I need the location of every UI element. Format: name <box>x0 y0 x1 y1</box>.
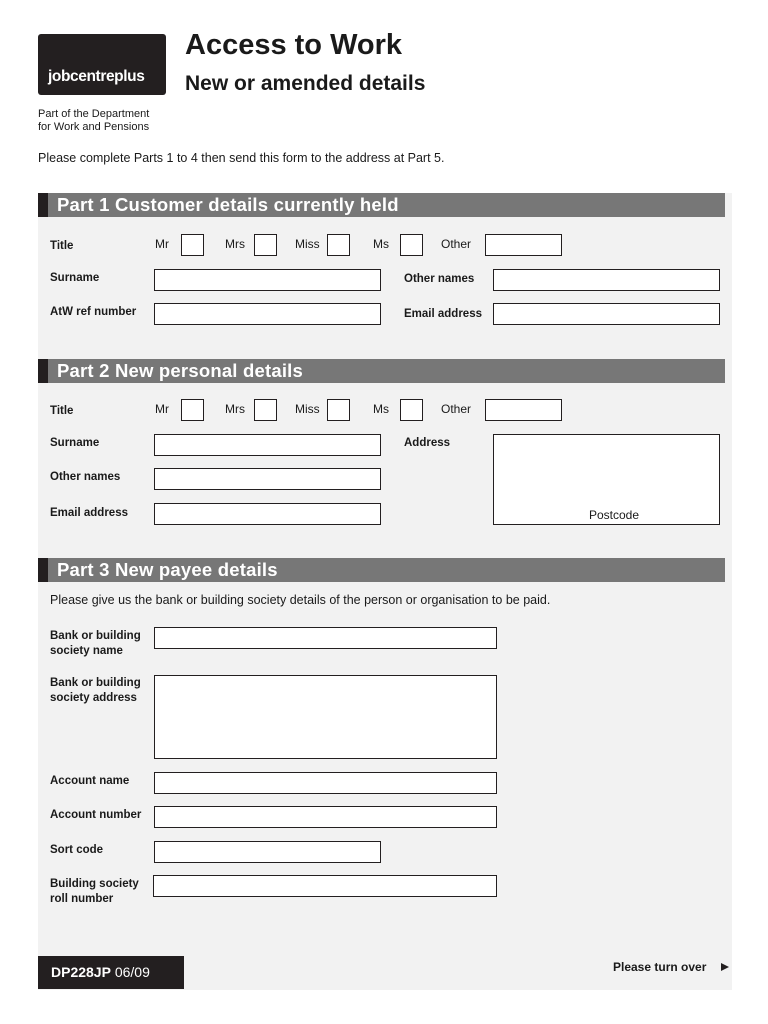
logo-text: jobcentreplus <box>48 68 145 85</box>
part1-surname-field[interactable] <box>154 269 381 291</box>
part2-title-miss-label: Miss <box>295 402 320 416</box>
part3-roll-number-label <box>50 877 139 907</box>
part2-title-other-label: Other <box>441 402 472 416</box>
part2-title-mr-label: Mr <box>155 402 169 416</box>
page-subtitle: New or amended details <box>185 72 426 95</box>
part1-title-mr-label: Mr <box>155 237 169 251</box>
part3-roll-number-label-line2: roll number <box>50 893 114 905</box>
form-code-id: DP228JP <box>51 964 111 980</box>
part3-sort-code-label: Sort code <box>50 844 104 856</box>
part1-title-mrs-label: Mrs <box>225 237 245 251</box>
page-title: Access to Work <box>185 29 403 61</box>
part3-header <box>38 558 725 582</box>
part2-title-other-field[interactable] <box>485 399 562 421</box>
part1-heading: Part 1 Customer details currently held <box>57 194 399 215</box>
part3-bank-name-label-line2: society name <box>50 645 123 657</box>
part3-header-bar <box>38 558 48 582</box>
part2-title-mrs-checkbox[interactable] <box>254 399 277 421</box>
part2-header-bar <box>38 359 48 383</box>
turn-over-text: Please turn over <box>613 960 707 974</box>
part3-bank-name-label-line1: Bank or building <box>50 630 141 642</box>
part2-postcode-label: Postcode <box>589 508 640 522</box>
part1-surname-label: Surname <box>50 272 100 284</box>
part1-title-label: Title <box>50 240 74 252</box>
part3-bank-address-label <box>50 676 141 706</box>
part3-roll-number-label-line1: Building society <box>50 878 139 890</box>
part2-heading: Part 2 New personal details <box>57 360 303 381</box>
department-line-1: Part of the Department <box>38 108 150 120</box>
part1-other-names-label: Other names <box>404 273 475 285</box>
part1-title-other-label: Other <box>441 237 472 251</box>
part1-title-miss-checkbox[interactable] <box>327 234 350 256</box>
part2-email-field[interactable] <box>154 503 381 525</box>
part2-title-mrs-label: Mrs <box>225 402 245 416</box>
part3-account-number-field[interactable] <box>154 806 497 828</box>
part1-atw-ref-label: AtW ref number <box>50 306 137 318</box>
form-code-date: 06/09 <box>114 964 150 980</box>
part1-atw-ref-field[interactable] <box>154 303 381 325</box>
department-line-2: for Work and Pensions <box>38 121 150 133</box>
part1-email-label: Email address <box>404 308 482 320</box>
part1-title-mr-checkbox[interactable] <box>181 234 204 256</box>
part1-title-mrs-checkbox[interactable] <box>254 234 277 256</box>
part3-note: Please give us the bank or building society details of the person or organisation to be paid. <box>50 593 551 607</box>
part3-bank-address-label-line2: society address <box>50 692 137 704</box>
part1-title-miss-label: Miss <box>295 237 320 251</box>
part2-other-names-label: Other names <box>50 471 121 483</box>
part3-account-name-label: Account name <box>50 775 130 787</box>
part1-header <box>38 193 725 217</box>
part3-heading: Part 3 New payee details <box>57 559 278 580</box>
part3-roll-number-field[interactable] <box>153 875 497 897</box>
part3-bank-address-label-line1: Bank or building <box>50 677 141 689</box>
part3-bank-name-field[interactable] <box>154 627 497 649</box>
part2-surname-label: Surname <box>50 437 100 449</box>
form-code <box>51 964 150 980</box>
intro-text: Please complete Parts 1 to 4 then send this form to the address at Part 5. <box>38 151 445 165</box>
part3-account-number-label: Account number <box>50 809 142 821</box>
part2-title-ms-checkbox[interactable] <box>400 399 423 421</box>
part1-title-ms-checkbox[interactable] <box>400 234 423 256</box>
part1-email-field[interactable] <box>493 303 720 325</box>
part2-surname-field[interactable] <box>154 434 381 456</box>
part2-title-miss-checkbox[interactable] <box>327 399 350 421</box>
part1-title-ms-label: Ms <box>373 237 389 251</box>
part3-bank-address-field[interactable] <box>154 675 497 759</box>
arrow-right-icon <box>721 963 729 971</box>
part2-title-label: Title <box>50 405 74 417</box>
part2-header <box>38 359 725 383</box>
part2-title-mr-checkbox[interactable] <box>181 399 204 421</box>
part2-other-names-field[interactable] <box>154 468 381 490</box>
part2-email-label: Email address <box>50 507 128 519</box>
part3-bank-name-label <box>50 629 141 659</box>
part1-other-names-field[interactable] <box>493 269 720 291</box>
part1-header-bar <box>38 193 48 217</box>
part2-title-ms-label: Ms <box>373 402 389 416</box>
part1-title-other-field[interactable] <box>485 234 562 256</box>
part3-sort-code-field[interactable] <box>154 841 381 863</box>
department-caption <box>38 108 178 134</box>
part2-address-label: Address <box>404 437 451 449</box>
part3-account-name-field[interactable] <box>154 772 497 794</box>
